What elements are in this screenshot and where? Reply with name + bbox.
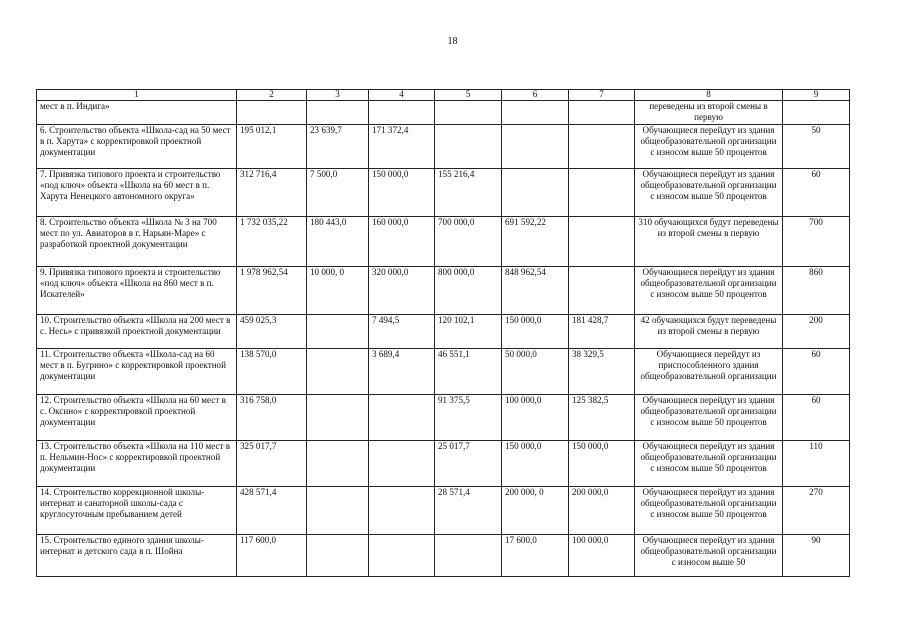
year-cost-cell: 91 375,5 [435, 394, 502, 440]
effect-note-cell: Обучающиеся перейдут из приспособленного здания общеобразовательной организации [635, 348, 783, 394]
column-header: 7 [569, 90, 635, 101]
year-cost-cell [569, 168, 635, 216]
total-cost-cell: 428 571,4 [237, 486, 307, 534]
year-cost-cell [569, 216, 635, 266]
effect-note-cell: Обучающиеся перейдут из здания общеобразовательной организации с износом выше 50 процентов [635, 394, 783, 440]
object-name-cell: 13. Строительство объекта «Школа на 110 мест в п. Нельмин-Нос» с корректировкой проектной документации [37, 440, 237, 486]
year-cost-cell [307, 394, 369, 440]
year-cost-cell: 160 000,0 [369, 216, 435, 266]
table-row [37, 168, 850, 216]
year-cost-cell: 171 372,4 [369, 124, 435, 168]
table-row [37, 486, 850, 534]
capacity-cell: 110 [783, 440, 850, 486]
year-cost-cell [435, 534, 502, 576]
capacity-cell: 90 [783, 534, 850, 576]
year-cost-cell [502, 124, 569, 168]
table-row [37, 394, 850, 440]
effect-note-cell: Обучающиеся перейдут из здания общеобразовательной организации с износом выше 50 процентов [635, 168, 783, 216]
column-header: 1 [37, 90, 237, 101]
total-cost-cell: 1 732 035,22 [237, 216, 307, 266]
capacity-cell [783, 101, 850, 125]
total-cost-cell: 117 600,0 [237, 534, 307, 576]
effect-note-cell: Обучающиеся перейдут из здания общеобразовательной организации с износом выше 50 процентов [635, 124, 783, 168]
capacity-cell: 60 [783, 348, 850, 394]
year-cost-cell: 181 428,7 [569, 314, 635, 348]
year-cost-cell: 150 000,0 [502, 440, 569, 486]
object-name-cell: 9. Привязка типового проекта и строительство «под ключ» объекта «Школа на 860 мест в п. Искателей» [37, 266, 237, 314]
object-name-cell: 8. Строительство объекта «Школа № 3 на 700 мест по ул. Авиаторов в г. Нарьян-Маре» с разработкой проектной документации [37, 216, 237, 266]
column-number-row [37, 90, 850, 101]
year-cost-cell [369, 101, 435, 125]
effect-note-cell: Обучающиеся перейдут из здания общеобразовательной организации с износом выше 50 процентов [635, 440, 783, 486]
year-cost-cell: 200 000,0 [569, 486, 635, 534]
year-cost-cell: 150 000,0 [569, 440, 635, 486]
object-name-cell: 14. Строительство коррекционной школы-интернат и санаторной школы-сада с круглосуточным пребыванием детей [37, 486, 237, 534]
year-cost-cell: 10 000, 0 [307, 266, 369, 314]
year-cost-cell [569, 124, 635, 168]
table-row [37, 216, 850, 266]
table-row [37, 348, 850, 394]
year-cost-cell: 125 382,5 [569, 394, 635, 440]
year-cost-cell: 28 571,4 [435, 486, 502, 534]
capacity-cell: 700 [783, 216, 850, 266]
column-header: 2 [237, 90, 307, 101]
year-cost-cell [369, 440, 435, 486]
total-cost-cell [237, 101, 307, 125]
page-number: 18 [447, 36, 458, 47]
year-cost-cell [307, 314, 369, 348]
object-name-cell: 10. Строительство объекта «Школа на 200 мест в с. Несь» с привязкой проектной документации [37, 314, 237, 348]
capacity-cell: 270 [783, 486, 850, 534]
year-cost-cell [435, 124, 502, 168]
capacity-cell: 860 [783, 266, 850, 314]
effect-note-cell: переведены из второй смены в первую [635, 101, 783, 125]
year-cost-cell: 50 000,0 [502, 348, 569, 394]
table-row [37, 124, 850, 168]
year-cost-cell: 320 000,0 [369, 266, 435, 314]
object-name-cell: 12. Строительство объекта «Школа на 60 мест в с. Оксино» с корректировкой проектной документации [37, 394, 237, 440]
year-cost-cell: 120 102,1 [435, 314, 502, 348]
column-header: 3 [307, 90, 369, 101]
effect-note-cell: Обучающиеся перейдут из здания общеобразовательной организации с износом выше 50 процентов [635, 486, 783, 534]
object-name-cell: мест в п. Индига» [37, 101, 237, 125]
year-cost-cell: 155 216,4 [435, 168, 502, 216]
column-header: 5 [435, 90, 502, 101]
total-cost-cell: 312 716,4 [237, 168, 307, 216]
object-name-cell: 11. Строительство объекта «Школа-сад на 60 мест в п. Бугрино» с корректировкой проектной документации [37, 348, 237, 394]
year-cost-cell: 700 000,0 [435, 216, 502, 266]
effect-note-cell: Обучающиеся перейдут из здания общеобразовательной организации с износом выше 50 процентов [635, 266, 783, 314]
column-header: 6 [502, 90, 569, 101]
column-header: 9 [783, 90, 850, 101]
year-cost-cell: 25 017,7 [435, 440, 502, 486]
year-cost-cell: 7 500,0 [307, 168, 369, 216]
year-cost-cell [369, 394, 435, 440]
column-header: 4 [369, 90, 435, 101]
year-cost-cell: 100 000,0 [569, 534, 635, 576]
capacity-cell: 60 [783, 394, 850, 440]
year-cost-cell [369, 486, 435, 534]
year-cost-cell: 150 000,0 [502, 314, 569, 348]
object-name-cell: 15. Строительство единого здания школы-интернат и детского сада в п. Шойна [37, 534, 237, 576]
table-row [37, 534, 850, 576]
year-cost-cell [435, 101, 502, 125]
total-cost-cell: 195 012,1 [237, 124, 307, 168]
object-name-cell: 7. Привязка типового проекта и строительство «под ключ» объекта «Школа на 60 мест в п. Харута Ненецкого автономного округа» [37, 168, 237, 216]
year-cost-cell: 180 443,0 [307, 216, 369, 266]
year-cost-cell: 23 639,7 [307, 124, 369, 168]
effect-note-cell: 42 обучающихся будут переведены из второй смены в первую [635, 314, 783, 348]
object-name-cell: 6. Строительство объекта «Школа-сад на 50 мест в п. Харута» с корректировкой проектной документации [37, 124, 237, 168]
table-row [37, 314, 850, 348]
column-header: 8 [635, 90, 783, 101]
year-cost-cell [307, 101, 369, 125]
year-cost-cell [502, 168, 569, 216]
year-cost-cell: 691 592,22 [502, 216, 569, 266]
year-cost-cell [307, 440, 369, 486]
total-cost-cell: 325 017,7 [237, 440, 307, 486]
year-cost-cell [307, 348, 369, 394]
year-cost-cell: 800 000,0 [435, 266, 502, 314]
total-cost-cell: 1 978 962,54 [237, 266, 307, 314]
total-cost-cell: 316 758,0 [237, 394, 307, 440]
capacity-cell: 200 [783, 314, 850, 348]
year-cost-cell: 848 962,54 [502, 266, 569, 314]
table-row [37, 101, 850, 125]
year-cost-cell [307, 486, 369, 534]
year-cost-cell: 17 600,0 [502, 534, 569, 576]
effect-note-cell: Обучающиеся перейдут из здания общеобразовательной организации с износом выше 50 [635, 534, 783, 576]
year-cost-cell [569, 101, 635, 125]
capacity-cell: 60 [783, 168, 850, 216]
table-row [37, 440, 850, 486]
effect-note-cell: 310 обучающихся будут переведены из второй смены в первую [635, 216, 783, 266]
year-cost-cell: 38 329,5 [569, 348, 635, 394]
year-cost-cell [307, 534, 369, 576]
year-cost-cell: 46 551,1 [435, 348, 502, 394]
year-cost-cell [369, 534, 435, 576]
program-table [36, 89, 850, 577]
year-cost-cell [502, 101, 569, 125]
year-cost-cell: 200 000, 0 [502, 486, 569, 534]
total-cost-cell: 459 025,3 [237, 314, 307, 348]
year-cost-cell: 7 494,5 [369, 314, 435, 348]
year-cost-cell: 3 689,4 [369, 348, 435, 394]
year-cost-cell [569, 266, 635, 314]
total-cost-cell: 138 570,0 [237, 348, 307, 394]
year-cost-cell: 100 000,0 [502, 394, 569, 440]
table-row [37, 266, 850, 314]
capacity-cell: 50 [783, 124, 850, 168]
year-cost-cell: 150 000,0 [369, 168, 435, 216]
